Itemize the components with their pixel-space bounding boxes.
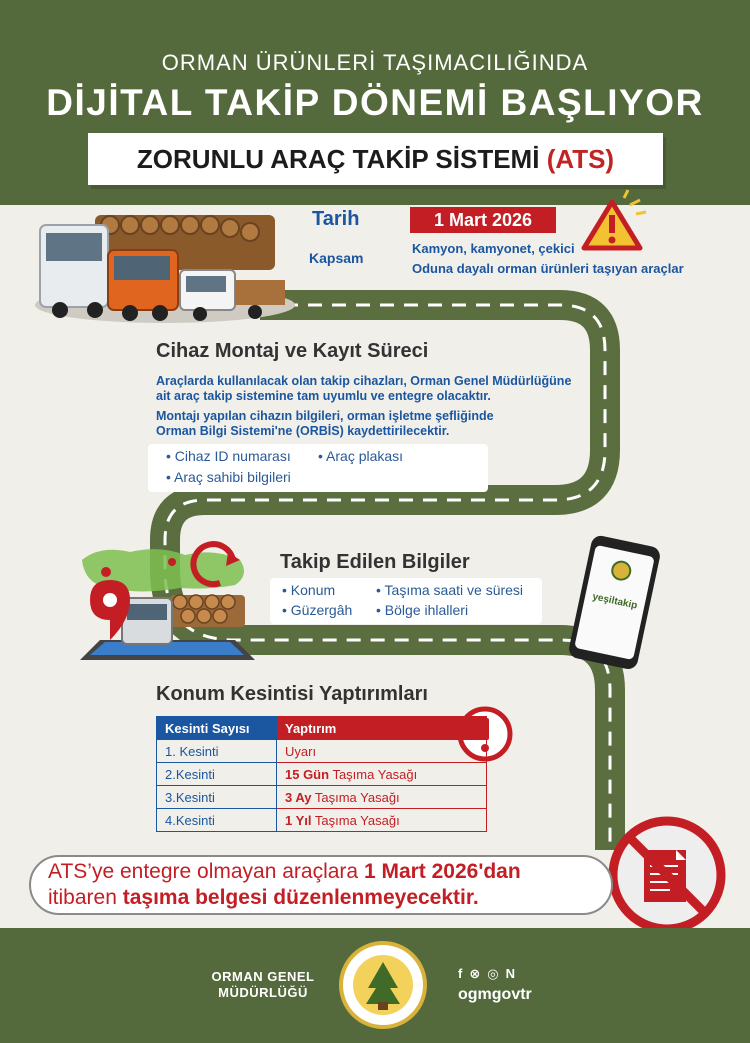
warning-text: itibaren	[48, 886, 123, 909]
penalties-table	[156, 716, 487, 832]
trucks-image	[35, 215, 295, 323]
facebook-icon[interactable]: f	[458, 966, 470, 981]
row-sanction-bold: 15 Gün	[285, 766, 330, 782]
nsosyal-icon[interactable]: N	[505, 966, 522, 981]
date-label: Tarih	[312, 208, 360, 230]
tracked-item: • Taşıma saati ve süresi	[376, 582, 523, 598]
x-icon[interactable]: ⊗	[469, 966, 488, 981]
social-icons	[458, 966, 522, 982]
tracked-item: • Bölge ihlalleri	[376, 602, 468, 618]
subtitle-main: ZORUNLU ARAÇ TAKİP SİSTEMİ	[136, 144, 540, 174]
row-sanction	[277, 740, 487, 763]
install-para2-line2: Orman Bilgi Sistemi'ne (ORBİS) kaydettirilecektir.	[156, 424, 450, 438]
social-handle: ogmgovtr	[458, 986, 532, 1003]
col-header-sanction: Yaptırım	[277, 717, 487, 740]
row-sanction-text: Taşıma Yasağı	[311, 812, 400, 828]
table-row	[157, 809, 487, 832]
table-row	[157, 763, 487, 786]
row-sanction-text: Taşıma Yasağı	[329, 766, 418, 782]
warning-date: 1 Mart 2026'dan	[363, 860, 521, 883]
row-sanction	[277, 763, 487, 786]
main-title: DİJİTAL TAKİP DÖNEMİ BAŞLIYOR	[46, 82, 704, 123]
tracked-item: • Konum	[282, 582, 335, 598]
scope-item: Kamyon, kamyonet, çekici	[412, 241, 575, 256]
phone-app-name: yeşiltakip	[591, 591, 639, 612]
warning-line-2	[48, 886, 479, 910]
org-name-line1: ORMAN GENEL	[211, 969, 315, 984]
row-sanction	[277, 786, 487, 809]
penalties-title: Konum Kesintisi Yaptırımları	[156, 683, 428, 705]
row-sanction-bold: 3 Ay	[285, 789, 312, 805]
install-para1-line2: ait araç takip sistemine tam uyumlu ve entegre olacaktır.	[156, 389, 491, 403]
table-header-row	[157, 717, 487, 740]
install-item: • Cihaz ID numarası	[166, 448, 291, 464]
tracked-title: Takip Edilen Bilgiler	[280, 551, 470, 573]
install-para1-line1: Araçlarda kullanılacak olan takip cihazları, Orman Genel Müdürlüğüne	[156, 374, 572, 388]
row-sanction-text: Uyarı	[285, 743, 317, 759]
row-count: 2.Kesinti	[157, 763, 277, 786]
subtitle-highlight: (ATS)	[546, 144, 615, 174]
install-para2	[156, 409, 494, 439]
install-item: • Araç plakası	[318, 448, 403, 464]
warning-triangle-icon	[584, 190, 646, 248]
install-para1	[156, 374, 571, 404]
org-name-line2: MÜDÜRLÜĞÜ	[218, 985, 308, 1000]
date-value: 1 Mart 2026	[410, 207, 556, 233]
table-row	[157, 786, 487, 809]
warning-text: ATS’ye entegre olmayan araçlara	[48, 860, 364, 883]
row-sanction	[277, 809, 487, 832]
instagram-icon[interactable]: ◎	[487, 966, 506, 981]
scope-item: Oduna dayalı orman ürünleri taşıyan araçlar	[412, 261, 684, 276]
tracked-item: • Güzergâh	[282, 602, 352, 618]
warning-line-1	[48, 860, 521, 884]
install-item: • Araç sahibi bilgileri	[166, 469, 291, 485]
map-truck-image	[80, 544, 255, 660]
table-row	[157, 740, 487, 763]
warning-emphasis: taşıma belgesi düzenlenmeyecektir.	[122, 886, 479, 909]
row-count: 3.Kesinti	[157, 786, 277, 809]
row-count: 4.Kesinti	[157, 809, 277, 832]
col-header-count: Kesinti Sayısı	[157, 717, 277, 740]
scope-label: Kapsam	[309, 250, 364, 266]
install-para2-line1: Montajı yapılan cihazın bilgileri, orman işletme şefliğinde	[156, 409, 494, 423]
supertitle: ORMAN ÜRÜNLERİ TAŞIMACILIĞINDA	[161, 50, 589, 75]
prohibited-document-icon	[613, 821, 721, 929]
install-title: Cihaz Montaj ve Kayıt Süreci	[156, 340, 429, 362]
ogm-logo	[338, 940, 428, 1030]
org-name	[206, 969, 320, 1001]
row-count: 1. Kesinti	[157, 740, 277, 763]
row-sanction-bold: 1 Yıl	[285, 812, 312, 828]
row-sanction-text: Taşıma Yasağı	[311, 789, 400, 805]
